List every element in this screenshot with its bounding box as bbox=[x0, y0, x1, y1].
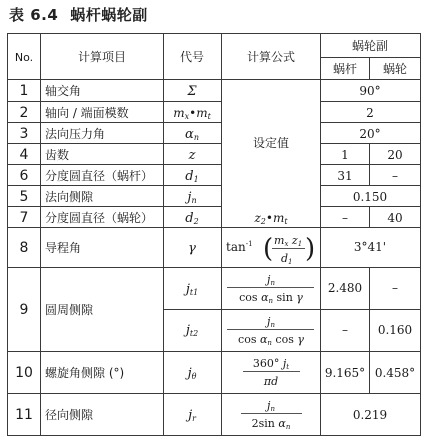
table-row bbox=[20, 126, 381, 142]
svg-text:cos αn sin γ: cos αn sin γ bbox=[239, 291, 303, 305]
row-worm: – bbox=[342, 323, 348, 337]
table-title: 蜗杆蜗轮副 bbox=[70, 6, 148, 24]
row-no: 2 bbox=[19, 105, 29, 121]
row-symbol: αn bbox=[185, 127, 199, 142]
row-no: 7 bbox=[19, 210, 29, 226]
row-item: 径向侧隙 bbox=[45, 408, 94, 422]
row-item: 轴交角 bbox=[45, 84, 82, 98]
table-row bbox=[20, 168, 398, 184]
svg-text:jn: jn bbox=[267, 315, 275, 329]
row-no: 3 bbox=[19, 126, 29, 142]
row-symbol: γ bbox=[188, 241, 196, 256]
merged-formula-setting: 设定值 bbox=[252, 136, 290, 150]
header-symbol: 代号 bbox=[179, 50, 205, 64]
row-symbol: jt2 bbox=[185, 323, 199, 338]
row-no: 11 bbox=[15, 407, 33, 423]
row-no: 9 bbox=[19, 302, 29, 318]
row-item: 导程角 bbox=[45, 241, 82, 255]
row-wheel: 0.160 bbox=[377, 323, 413, 337]
svg-text:jn: jn bbox=[267, 273, 275, 287]
header-item: 计算项目 bbox=[77, 50, 127, 64]
table-row bbox=[20, 234, 387, 266]
svg-text:d1: d1 bbox=[281, 252, 293, 266]
svg-text:mx z1: mx z1 bbox=[274, 234, 303, 248]
row-wheel: 40 bbox=[387, 211, 403, 225]
row-symbol: jt1 bbox=[185, 282, 199, 297]
row-wheel: – bbox=[392, 169, 398, 183]
row-item: 螺旋角侧隙 (°) bbox=[45, 366, 125, 380]
svg-text:): ) bbox=[305, 234, 316, 264]
row-symbol: jn bbox=[187, 190, 197, 205]
row-symbol: d2 bbox=[185, 211, 199, 226]
lead-angle-formula bbox=[226, 234, 315, 266]
header-pair: 蜗轮副 bbox=[351, 39, 389, 53]
row-value: 0.219 bbox=[352, 408, 388, 422]
row-item: 轴向 / 端面模数 bbox=[45, 106, 129, 120]
row-value: 2 bbox=[366, 106, 374, 120]
svg-text:πd: πd bbox=[263, 375, 279, 388]
helix-angle-backlash-formula bbox=[243, 357, 300, 388]
table-row bbox=[15, 399, 387, 431]
row-wheel: 20 bbox=[387, 148, 403, 162]
row-worm: 9.165° bbox=[324, 366, 366, 380]
row-value: 0.150 bbox=[352, 190, 388, 204]
table-row bbox=[20, 210, 403, 226]
row-symbol: d1 bbox=[185, 169, 199, 184]
table-row bbox=[20, 83, 381, 99]
row-no: 6 bbox=[19, 168, 29, 184]
row-worm: 31 bbox=[337, 169, 353, 183]
svg-text:(: ( bbox=[263, 234, 274, 264]
row-symbol: mx•mt bbox=[173, 106, 211, 121]
svg-text:tan-1: $\tan^{-1}$ bbox=[226, 240, 253, 254]
row-item: 齿数 bbox=[45, 148, 70, 162]
row-no: 5 bbox=[19, 189, 29, 205]
row-item: 法向侧隙 bbox=[45, 190, 94, 204]
row-symbol: Σ bbox=[187, 84, 197, 99]
table-row bbox=[20, 147, 403, 163]
row-no: 10 bbox=[15, 365, 33, 381]
row-worm: 2.480 bbox=[327, 281, 363, 295]
table-row bbox=[15, 357, 415, 388]
row-no: 1 bbox=[19, 83, 29, 99]
row-no: 8 bbox=[19, 240, 29, 256]
circumferential-backlash-formula-2 bbox=[227, 315, 314, 347]
row-symbol: jθ bbox=[187, 366, 197, 381]
row-item: 法向压力角 bbox=[45, 127, 106, 141]
row-item: 圆周侧隙 bbox=[45, 303, 94, 317]
svg-text:jn: jn bbox=[267, 399, 275, 413]
row-item: 分度圆直径（蜗轮） bbox=[45, 211, 154, 225]
svg-text:2sin αn: 2sin αn bbox=[251, 417, 291, 431]
header-worm: 蜗杆 bbox=[332, 62, 358, 76]
row-value: 3°41' bbox=[353, 240, 387, 254]
header-formula: 计算公式 bbox=[246, 50, 296, 64]
header-wheel: 蜗轮 bbox=[382, 62, 408, 76]
svg-text:360° jt: 360° jt bbox=[252, 357, 290, 371]
row-formula: z2•mt bbox=[254, 211, 288, 226]
table-row bbox=[20, 189, 388, 205]
radial-backlash-formula bbox=[241, 399, 302, 431]
row-symbol: z bbox=[188, 148, 196, 163]
row-worm: – bbox=[342, 211, 348, 225]
row-wheel: – bbox=[392, 281, 398, 295]
row-item: 分度圆直径（蜗杆） bbox=[45, 169, 154, 183]
circumferential-backlash-formula-1 bbox=[227, 273, 314, 305]
row-no: 4 bbox=[19, 147, 29, 163]
row-symbol: jr bbox=[188, 408, 196, 423]
svg-text:cos αn cos γ: cos αn cos γ bbox=[238, 333, 304, 347]
table-number: 表 6.4 bbox=[9, 6, 59, 24]
row-worm: 1 bbox=[341, 148, 349, 162]
row-value: 90° bbox=[359, 84, 381, 98]
row-wheel: 0.458° bbox=[374, 366, 416, 380]
row-value: 20° bbox=[359, 127, 381, 141]
header-no: No. bbox=[14, 51, 34, 64]
